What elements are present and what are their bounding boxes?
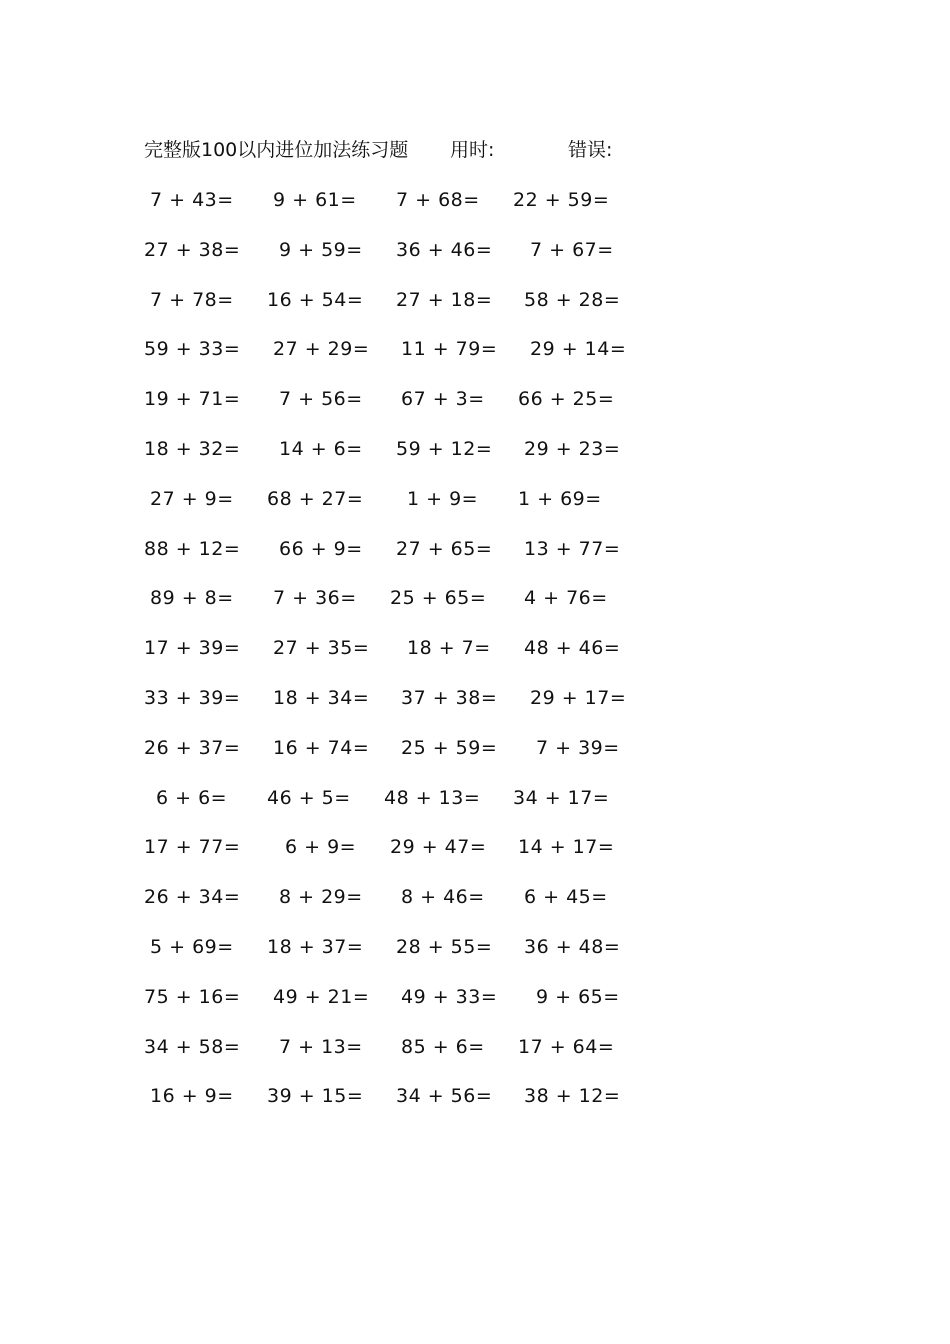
addition-problem: 36 + 48= [524, 936, 621, 958]
addition-problem: 6 + 9= [285, 836, 357, 859]
addition-problem: 18 + 34= [273, 687, 370, 709]
addition-problem: 38 + 12= [524, 1085, 621, 1108]
problem-row [0, 384, 950, 414]
addition-problem: 11 + 79= [401, 338, 498, 361]
problem-row [0, 235, 950, 265]
addition-problem: 67 + 3= [401, 388, 485, 411]
problem-row [0, 185, 950, 215]
addition-problem: 29 + 23= [524, 438, 621, 460]
problem-row [0, 633, 950, 663]
addition-problem: 17 + 64= [518, 1035, 615, 1058]
addition-problem: 7 + 56= [279, 388, 363, 411]
addition-problem: 29 + 47= [390, 836, 487, 859]
addition-problem: 7 + 36= [273, 587, 357, 610]
addition-problem: 8 + 46= [401, 886, 485, 909]
addition-problem: 68 + 27= [267, 487, 364, 510]
problem-row [0, 882, 950, 912]
addition-problem: 7 + 39= [536, 736, 620, 759]
addition-problem: 75 + 16= [144, 985, 241, 1008]
problem-row [0, 1032, 950, 1062]
addition-problem: 17 + 39= [144, 637, 241, 660]
addition-problem: 26 + 34= [144, 886, 241, 909]
addition-problem: 17 + 77= [144, 836, 241, 859]
addition-problem: 4 + 76= [524, 587, 608, 610]
addition-problem: 39 + 15= [267, 1085, 364, 1108]
problem-row [0, 434, 950, 464]
addition-problem: 29 + 17= [530, 687, 627, 709]
addition-problem: 13 + 77= [524, 537, 621, 560]
addition-problem: 66 + 9= [279, 537, 363, 560]
addition-problem: 59 + 12= [396, 438, 493, 460]
addition-problem: 26 + 37= [144, 736, 241, 759]
addition-problem: 46 + 5= [267, 786, 351, 809]
addition-problem: 9 + 65= [536, 985, 620, 1008]
addition-problem: 6 + 45= [524, 886, 608, 909]
addition-problem: 18 + 32= [144, 438, 241, 460]
addition-problem: 16 + 9= [150, 1085, 234, 1108]
addition-problem: 34 + 58= [144, 1035, 241, 1058]
problem-row [0, 1081, 950, 1111]
addition-problem: 16 + 74= [273, 736, 370, 759]
problem-row [0, 683, 950, 713]
worksheet-title: 完整版100以内进位加法练习题 [144, 139, 409, 161]
addition-problem: 88 + 12= [144, 537, 241, 560]
addition-problem: 29 + 14= [530, 338, 627, 361]
addition-problem: 18 + 37= [267, 936, 364, 958]
addition-problem: 5 + 69= [150, 936, 234, 958]
addition-problem: 25 + 59= [401, 736, 498, 759]
addition-problem: 49 + 33= [401, 985, 498, 1008]
addition-problem: 48 + 13= [384, 786, 481, 809]
problem-row [0, 484, 950, 514]
addition-problem: 14 + 17= [518, 836, 615, 859]
addition-problem: 28 + 55= [396, 936, 493, 958]
addition-problem: 7 + 78= [150, 288, 234, 311]
error-label: 错误: [568, 139, 613, 161]
time-label: 用时: [450, 139, 495, 161]
addition-problem: 33 + 39= [144, 687, 241, 709]
addition-problem: 34 + 56= [396, 1085, 493, 1108]
addition-problem: 34 + 17= [513, 786, 610, 809]
addition-problem: 1 + 9= [407, 487, 479, 510]
addition-problem: 89 + 8= [150, 587, 234, 610]
addition-problem: 59 + 33= [144, 338, 241, 361]
addition-problem: 14 + 6= [279, 438, 363, 460]
addition-problem: 27 + 65= [396, 537, 493, 560]
addition-problem: 7 + 67= [530, 238, 614, 261]
addition-problem: 19 + 71= [144, 388, 241, 411]
addition-problem: 8 + 29= [279, 886, 363, 909]
addition-problem: 48 + 46= [524, 637, 621, 660]
problem-row [0, 832, 950, 862]
addition-problem: 7 + 43= [150, 189, 234, 211]
addition-problem: 58 + 28= [524, 288, 621, 311]
problem-row [0, 334, 950, 364]
problem-row [0, 783, 950, 813]
problem-row [0, 583, 950, 613]
problem-row [0, 733, 950, 763]
addition-problem: 85 + 6= [401, 1035, 485, 1058]
addition-problem: 7 + 13= [279, 1035, 363, 1058]
addition-problem: 9 + 59= [279, 238, 363, 261]
addition-problem: 36 + 46= [396, 238, 493, 261]
addition-problem: 27 + 35= [273, 637, 370, 660]
addition-problem: 37 + 38= [401, 687, 498, 709]
addition-problem: 6 + 6= [156, 786, 228, 809]
problem-row [0, 982, 950, 1012]
addition-problem: 27 + 9= [150, 487, 234, 510]
addition-problem: 22 + 59= [513, 189, 610, 211]
addition-problem: 66 + 25= [518, 388, 615, 411]
addition-problem: 16 + 54= [267, 288, 364, 311]
addition-problem: 27 + 18= [396, 288, 493, 311]
addition-problem: 25 + 65= [390, 587, 487, 610]
addition-problem: 7 + 68= [396, 189, 480, 211]
addition-problem: 18 + 7= [407, 637, 491, 660]
addition-problem: 49 + 21= [273, 985, 370, 1008]
addition-problem: 27 + 38= [144, 238, 241, 261]
addition-problem: 1 + 69= [518, 487, 602, 510]
problem-row [0, 932, 950, 962]
addition-problem: 27 + 29= [273, 338, 370, 361]
problem-row [0, 534, 950, 564]
addition-problem: 9 + 61= [273, 189, 357, 211]
problem-row [0, 285, 950, 315]
